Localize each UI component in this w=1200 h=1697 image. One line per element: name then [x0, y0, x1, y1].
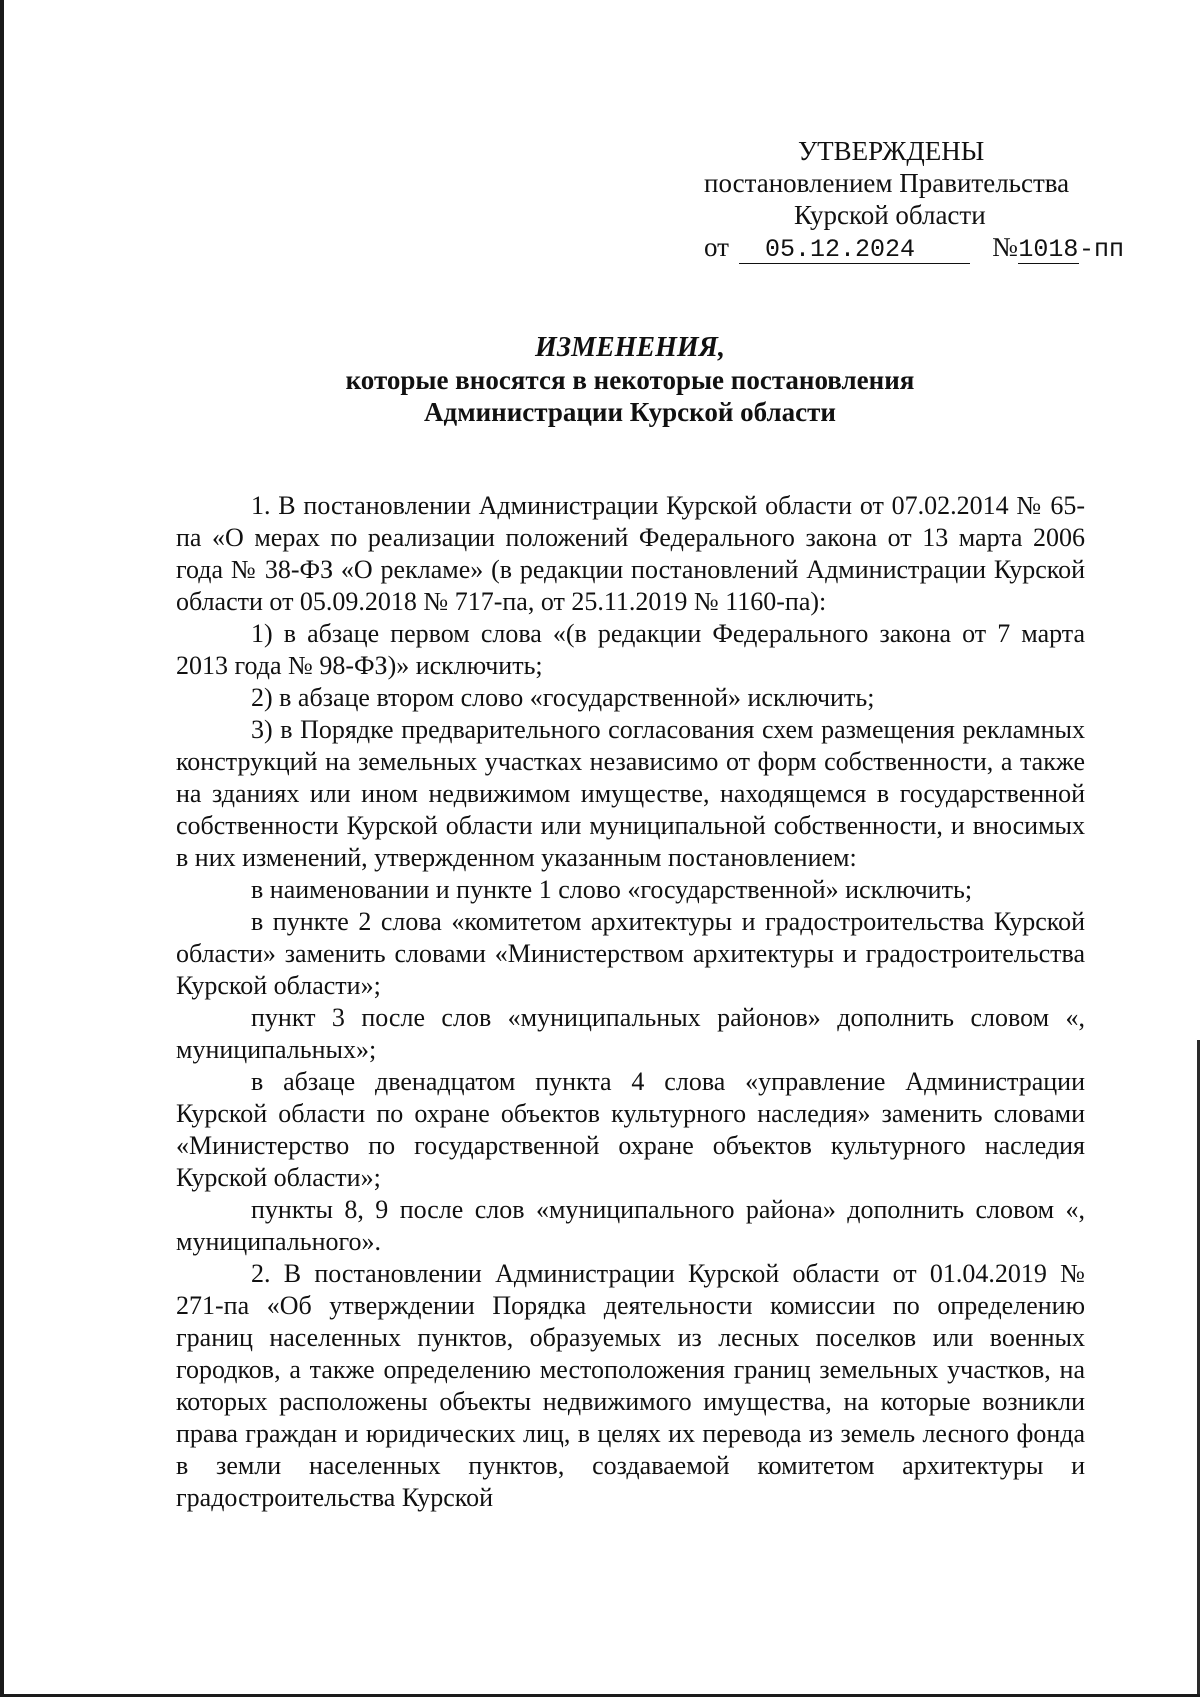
approval-region: Курской области [794, 200, 986, 230]
number-label: № [992, 232, 1018, 262]
from-label: от [704, 232, 729, 262]
document-title [180, 332, 1080, 428]
scan-left-edge [0, 0, 4, 1697]
paragraph-2: 2. В постановлении Администрации Курской области от 01.04.2019 № 271-па «Об утверждении Порядка деятельности комиссии по определению границ населенных пунктов, образуемых из лесных поселков или военных городков, а также определению местоположения границ земельных участков, на которых расположены объекты недвижимого имущества, на которые возникли права граждан и юридических лиц, в целях их перевода из земель лесного фонда в земли населенных пунктов, создаваемой комитетом архитектуры и градостроительства Курской [176, 1259, 1085, 1512]
approval-date: 05.12.2024 [739, 237, 970, 264]
paragraph-1-3-c: пункт 3 после слов «муниципальных районов» дополнить словом «, муниципальных»; [176, 1003, 1085, 1064]
paragraph-1-3: 3) в Порядке предварительного согласования схем размещения рекламных конструкций на земельных участках независимо от форм собственности, а также на зданиях или ином недвижимом имуществе, находящемся в государственной собственности Курской области или муниципальной собственности, и вносимых в них изменений, утвержденном указанным постановлением: [176, 715, 1085, 872]
approval-by-resolution: постановлением Правительства [704, 168, 1070, 198]
approval-number: 1018 [1018, 235, 1079, 264]
approval-heading: УТВЕРЖДЕНЫ [798, 136, 985, 166]
title-line-1: ИЗМЕНЕНИЯ, [535, 332, 725, 363]
paragraph-1-3-e: пункты 8, 9 после слов «муниципального района» дополнить словом «, муниципального». [176, 1195, 1085, 1256]
paragraph-1-3-b: в пункте 2 слова «комитетом архитектуры и градостроительства Курской области» заменить словами «Министерством архитектуры и градостроительства Курской области»; [176, 907, 1085, 1000]
paragraph-1-3-d: в абзаце двенадцатом пункта 4 слова «управление Администрации Курской области по охране объектов культурного наследия» заменить словами «Министерство по государственной охране объектов культурного наследия Курской области»; [176, 1067, 1085, 1192]
paragraph-1-3-a: в наименовании и пункте 1 слово «государственной» исключить; [251, 875, 973, 904]
title-line-2: которые вносятся в некоторые постановления [345, 365, 915, 395]
paragraph-1-2: 2) в абзаце втором слово «государственной» исключить; [251, 683, 875, 712]
approval-date-number [704, 231, 1124, 266]
approval-number-suffix: -пп [1078, 235, 1124, 264]
approval-stamp [704, 135, 1124, 266]
paragraph-1-1: 1) в абзаце первом слова «(в редакции Федерального закона от 7 марта 2013 года № 98-ФЗ)» исключить; [176, 619, 1085, 680]
document-body [176, 490, 1085, 1514]
paragraph-1: 1. В постановлении Администрации Курской области от 07.02.2014 № 65-па «О мерах по реализации положений Федерального закона от 13 марта 2006 года № 38-ФЗ «О рекламе» (в редакции постановлений Администрации Курской области от 05.09.2018 № 717-па, от 25.11.2019 № 1160-па): [176, 491, 1085, 616]
title-line-3: Администрации Курской области [424, 397, 836, 427]
